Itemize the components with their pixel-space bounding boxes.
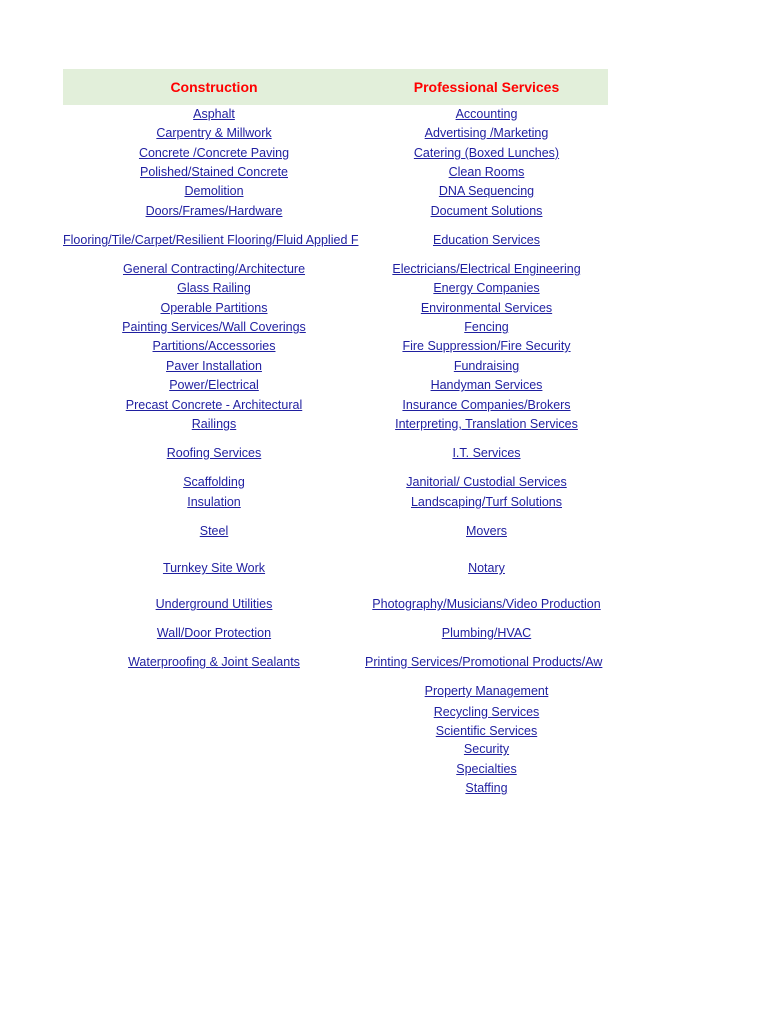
link-movers[interactable]: Movers xyxy=(466,524,507,538)
link-electricians[interactable]: Electricians/Electrical Engineering xyxy=(392,262,581,276)
link-property-management[interactable]: Property Management xyxy=(424,684,549,698)
link-partitions-accessories[interactable]: Partitions/Accessories xyxy=(152,339,276,353)
link-photography-musicians-video[interactable]: Photography/Musicians/Video Production xyxy=(372,597,601,611)
link-fire-suppression[interactable]: Fire Suppression/Fire Security xyxy=(402,339,571,353)
link-wall-door-protection[interactable]: Wall/Door Protection xyxy=(156,626,272,640)
link-railings[interactable]: Railings xyxy=(191,417,237,431)
link-landscaping-turf[interactable]: Landscaping/Turf Solutions xyxy=(410,495,563,509)
link-it-services[interactable]: I.T. Services xyxy=(452,446,521,460)
link-asphalt[interactable]: Asphalt xyxy=(193,107,235,121)
link-painting-services[interactable]: Painting Services/Wall Coverings xyxy=(122,320,306,334)
link-specialties[interactable]: Specialties xyxy=(456,762,517,776)
link-scaffolding[interactable]: Scaffolding xyxy=(183,475,245,489)
link-demolition[interactable]: Demolition xyxy=(184,184,244,198)
link-operable-partitions[interactable]: Operable Partitions xyxy=(160,301,268,315)
link-document-solutions[interactable]: Document Solutions xyxy=(430,204,543,218)
link-power-electrical[interactable]: Power/Electrical xyxy=(169,378,259,392)
link-carpentry-millwork[interactable]: Carpentry & Millwork xyxy=(156,126,272,140)
link-paver-installation[interactable]: Paver Installation xyxy=(166,359,262,373)
link-plumbing-hvac[interactable]: Plumbing/HVAC xyxy=(441,626,532,640)
column-header-construction: Construction xyxy=(170,79,258,95)
link-roofing-services[interactable]: Roofing Services xyxy=(166,446,262,460)
link-steel[interactable]: Steel xyxy=(199,524,229,538)
link-recycling-services[interactable]: Recycling Services xyxy=(433,705,540,719)
link-security[interactable]: Security xyxy=(463,742,510,756)
link-notary[interactable]: Notary xyxy=(468,561,505,575)
link-scientific-services[interactable]: Scientific Services xyxy=(435,724,538,738)
link-turnkey-site-work[interactable]: Turnkey Site Work xyxy=(162,561,266,575)
link-handyman-services[interactable]: Handyman Services xyxy=(430,378,543,392)
link-staffing[interactable]: Staffing xyxy=(465,781,508,795)
column-header-professional-services: Professional Services xyxy=(413,79,560,95)
link-janitorial-custodial[interactable]: Janitorial/ Custodial Services xyxy=(406,475,567,489)
link-advertising-marketing[interactable]: Advertising /Marketing xyxy=(424,126,549,140)
link-education-services[interactable]: Education Services xyxy=(432,233,540,247)
link-waterproofing-joint-sealants[interactable]: Waterproofing & Joint Sealants xyxy=(128,655,300,669)
link-precast-concrete[interactable]: Precast Concrete - Architectural xyxy=(125,398,303,412)
link-doors-frames-hardware[interactable]: Doors/Frames/Hardware xyxy=(145,204,283,218)
link-insurance-companies[interactable]: Insurance Companies/Brokers xyxy=(402,398,571,412)
link-flooring[interactable]: Flooring/Tile/Carpet/Resilient Flooring/Fluid Applied F xyxy=(63,233,359,247)
link-underground-utilities[interactable]: Underground Utilities xyxy=(155,597,273,611)
link-glass-railing[interactable]: Glass Railing xyxy=(177,281,251,295)
link-fundraising[interactable]: Fundraising xyxy=(453,359,520,373)
link-clean-rooms[interactable]: Clean Rooms xyxy=(448,165,525,179)
link-interpreting-translation[interactable]: Interpreting, Translation Services xyxy=(395,417,578,431)
link-energy-companies[interactable]: Energy Companies xyxy=(433,281,540,295)
link-concrete-paving[interactable]: Concrete /Concrete Paving xyxy=(138,146,290,160)
link-dna-sequencing[interactable]: DNA Sequencing xyxy=(438,184,535,198)
link-polished-stained-concrete[interactable]: Polished/Stained Concrete xyxy=(139,165,288,179)
link-general-contracting[interactable]: General Contracting/Architecture xyxy=(122,262,306,276)
link-environmental-services[interactable]: Environmental Services xyxy=(420,301,553,315)
link-accounting[interactable]: Accounting xyxy=(455,107,518,121)
link-insulation[interactable]: Insulation xyxy=(187,495,241,509)
link-catering[interactable]: Catering (Boxed Lunches) xyxy=(413,146,560,160)
link-fencing[interactable]: Fencing xyxy=(464,320,509,334)
link-printing-services[interactable]: Printing Services/Promotional Products/Aw xyxy=(365,655,603,669)
